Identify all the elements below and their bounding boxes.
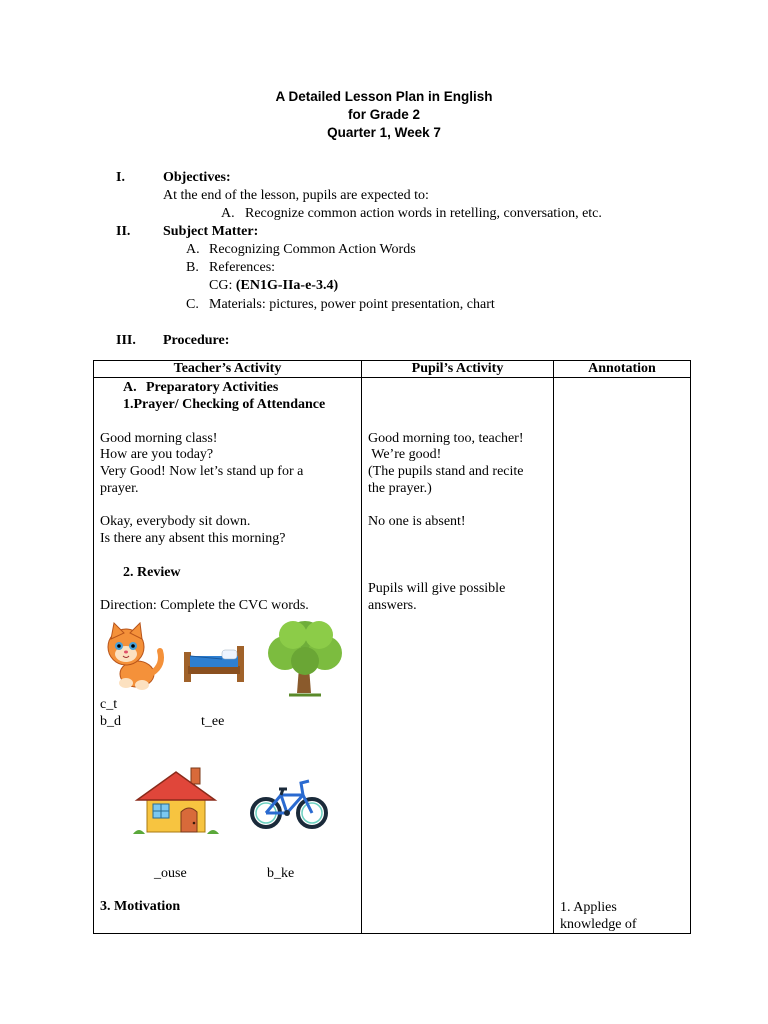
subject-b-text: References: [209, 260, 276, 275]
subject-c-text: Materials: pictures, power point presentation, chart [209, 297, 495, 312]
annotation-cell [554, 378, 691, 934]
teacher-line: Is there any absent this morning? [100, 531, 286, 546]
section-1-number: I. [116, 170, 125, 185]
header-annotation: Annotation [554, 361, 691, 378]
word-cat: c_t [100, 697, 118, 712]
cg-reference [209, 277, 338, 294]
section-3-number: III. [116, 333, 136, 348]
prep-marker: A. [123, 380, 137, 395]
table-row [94, 378, 691, 934]
motivation-title: 3. Motivation [100, 899, 181, 914]
table-header-row [94, 361, 691, 378]
word-house: _ouse [154, 866, 187, 881]
house-picture [133, 766, 219, 836]
annotation-line: knowledge of [560, 917, 637, 932]
teacher-activity-cell [94, 378, 362, 934]
objective-a-marker: A. [221, 206, 235, 221]
review-direction: Direction: Complete the CVC words. [100, 598, 309, 613]
pupil-absent-reply: No one is absent! [368, 514, 466, 529]
subject-a-text: Recognizing Common Action Words [209, 242, 416, 257]
prayer-title: 1.Prayer/ Checking of Attendance [123, 397, 326, 412]
objectives-intro: At the end of the lesson, pupils are expected to: [163, 188, 429, 203]
teacher-line: Okay, everybody sit down. [100, 514, 251, 529]
pupil-line: We’re good! [368, 447, 442, 462]
prep-title: Preparatory Activities [146, 380, 279, 395]
section-2-title: Subject Matter: [163, 224, 259, 239]
teacher-line: Very Good! Now let’s stand up for a [100, 464, 304, 479]
document-title-line-3: Quarter 1, Week 7 [327, 125, 441, 140]
pupil-line: Pupils will give possible [368, 581, 506, 596]
pupil-line: the prayer.) [368, 481, 432, 496]
subject-b-marker: B. [186, 260, 199, 275]
subject-a-marker: A. [186, 242, 200, 257]
pupil-line: Good morning too, teacher! [368, 431, 524, 446]
section-3-title: Procedure: [163, 333, 230, 348]
pupil-line: (The pupils stand and recite [368, 464, 524, 479]
teacher-line: prayer. [100, 481, 139, 496]
review-title: 2. Review [123, 565, 181, 580]
cat-picture [102, 621, 164, 693]
watermark-text [225, 701, 226, 705]
pupil-line: answers. [368, 598, 417, 613]
procedure-table [93, 360, 691, 934]
annotation-line: 1. Applies [560, 900, 617, 915]
objective-a-text: Recognize common action words in retelling, conversation, etc. [245, 206, 602, 221]
word-bed: b_d [100, 714, 121, 729]
header-teacher-activity: Teacher’s Activity [94, 361, 362, 378]
teacher-line: How are you today? [100, 447, 214, 462]
document-title-line-1: A Detailed Lesson Plan in English [275, 89, 493, 104]
pupil-activity-cell [362, 378, 554, 934]
bike-picture [249, 775, 329, 831]
cg-code: (EN1G-IIa-e-3.4) [235, 278, 339, 293]
header-pupil-activity: Pupil’s Activity [362, 361, 554, 378]
word-tree: t_ee [201, 714, 225, 729]
subject-c-marker: C. [186, 297, 199, 312]
word-bike: b_ke [267, 866, 295, 881]
section-1-title: Objectives: [163, 170, 231, 185]
tree-picture [263, 617, 347, 699]
document-title-line-2: for Grade 2 [347, 107, 421, 122]
section-2-number: II. [116, 224, 131, 239]
bed-picture [182, 644, 246, 684]
teacher-line: Good morning class! [100, 431, 218, 446]
cg-label: CG: [209, 278, 233, 293]
